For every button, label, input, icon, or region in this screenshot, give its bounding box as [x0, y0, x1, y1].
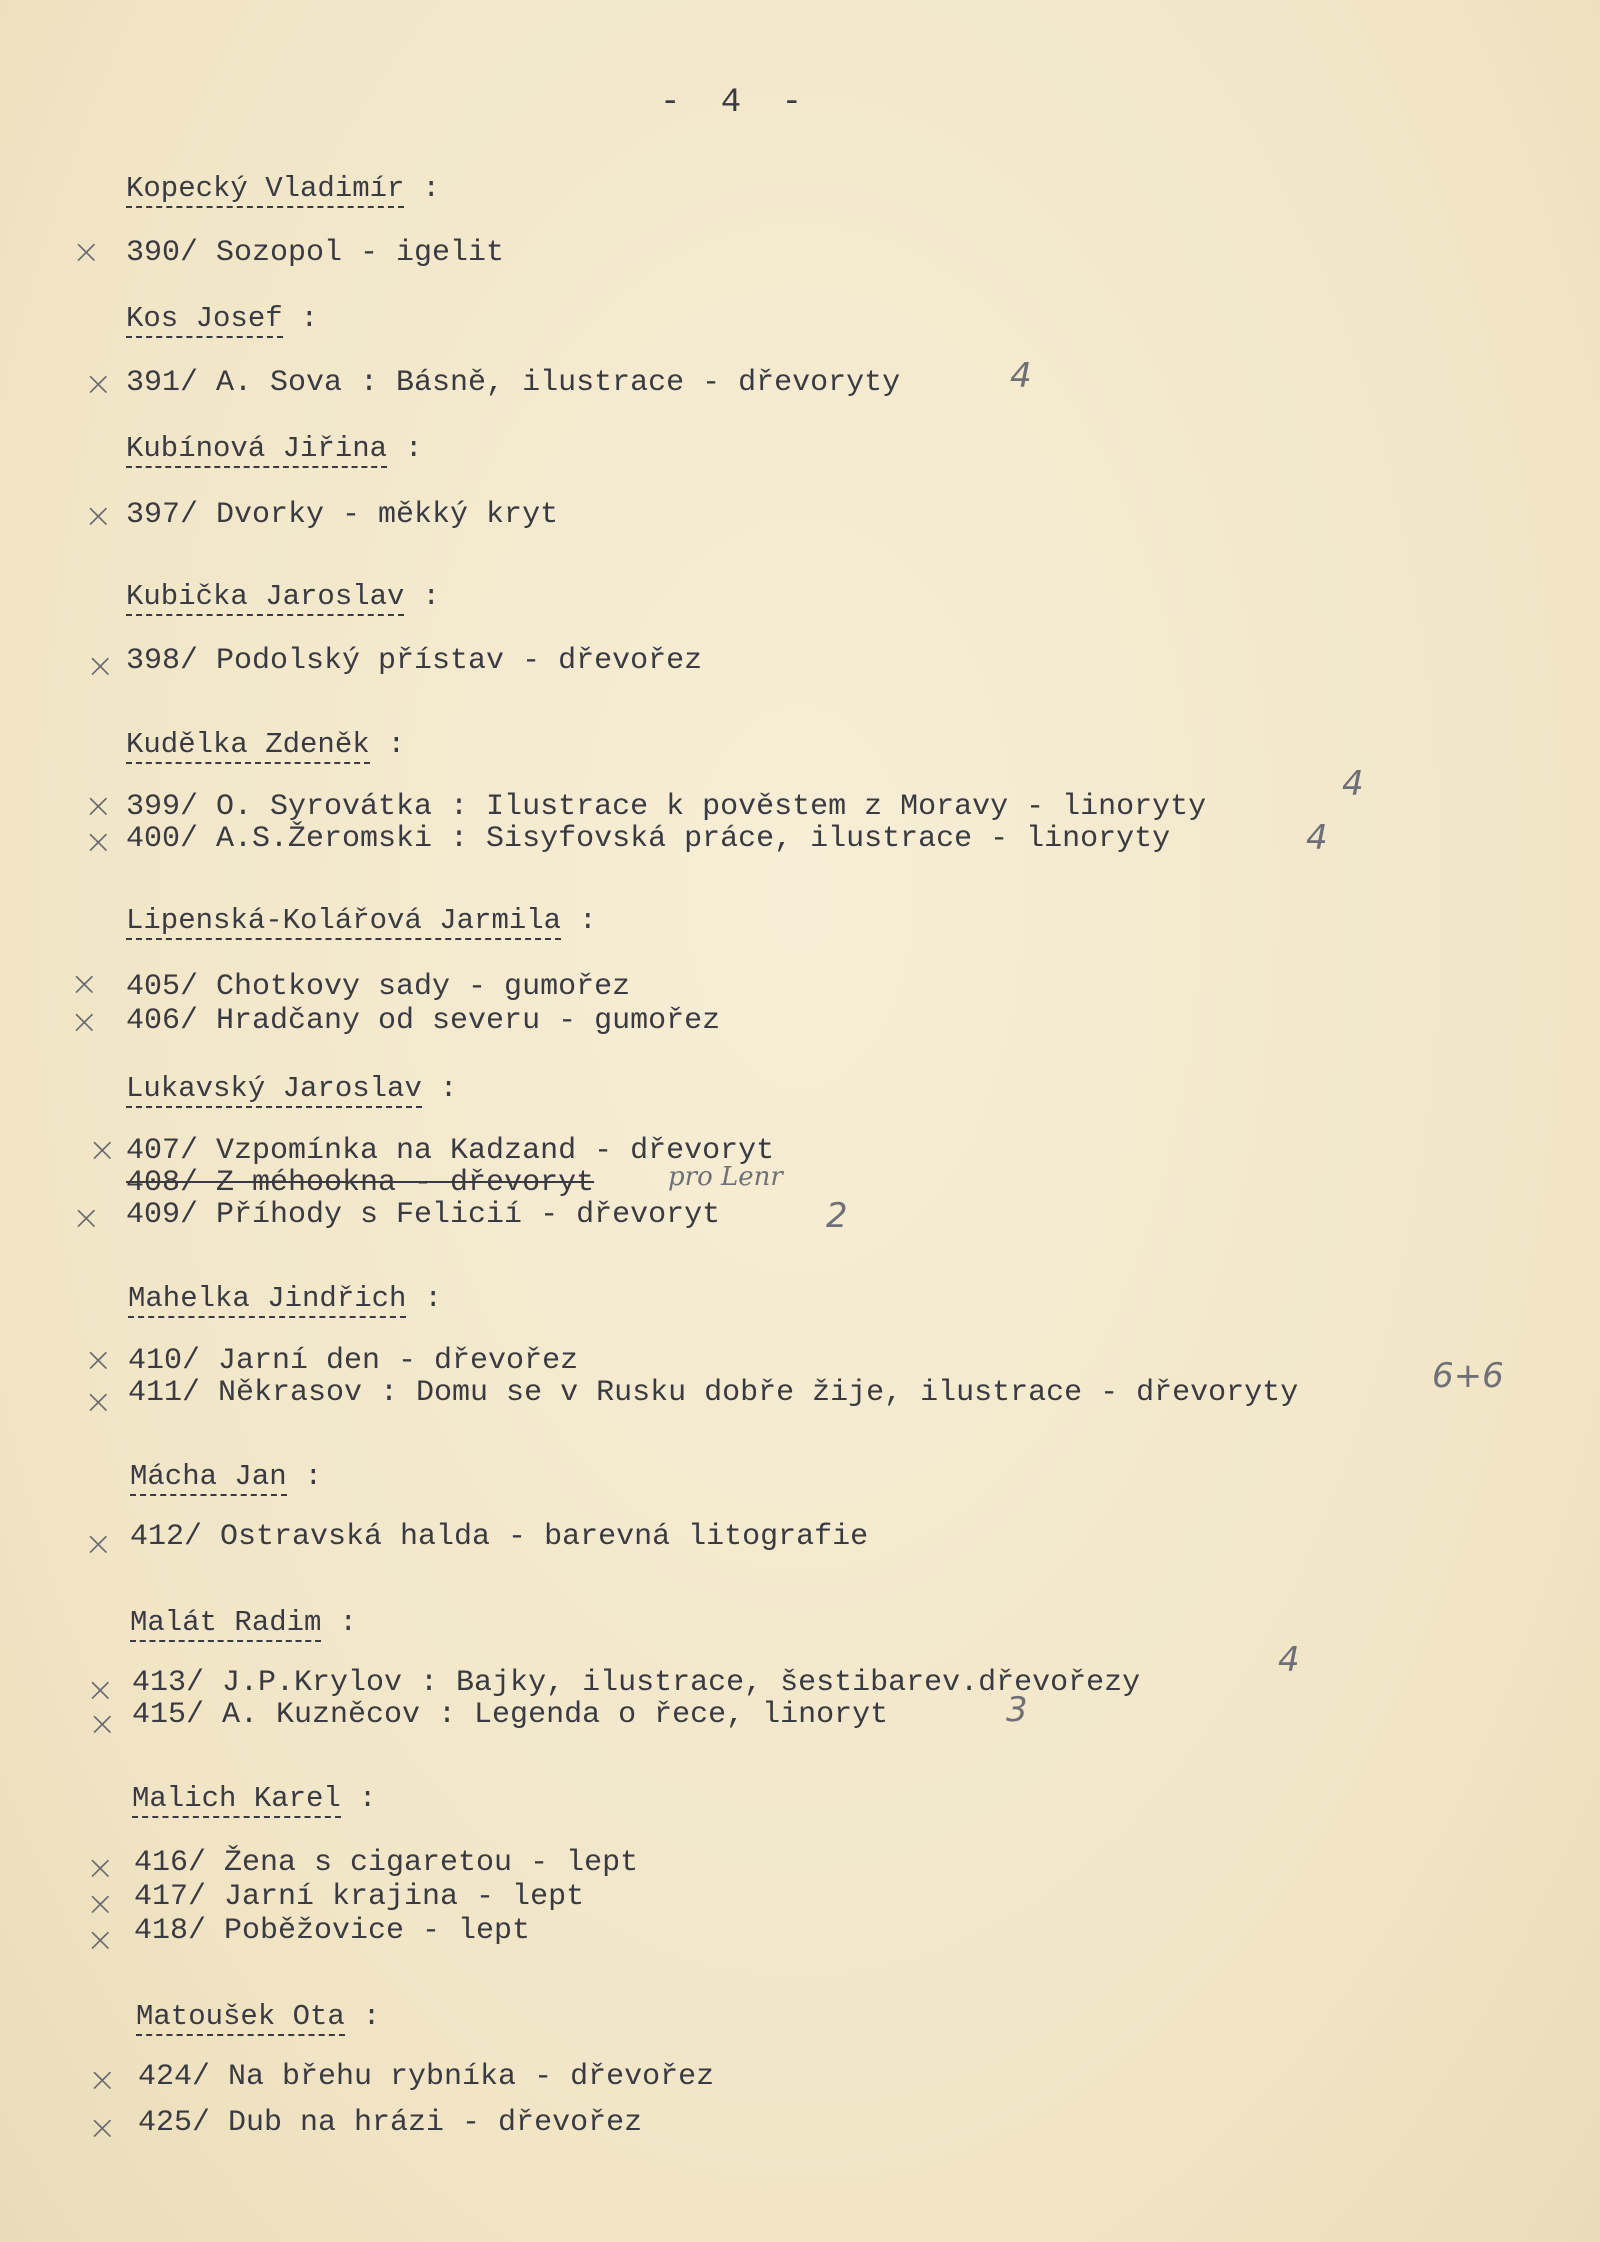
check-mark: × — [86, 646, 115, 686]
handwritten-count: 3 — [1006, 1690, 1028, 1730]
check-mark: × — [84, 1340, 113, 1380]
catalog-entry: 391/ A. Sova : Básně, ilustrace - dřevoryty — [126, 366, 901, 400]
check-mark: × — [88, 2060, 117, 2100]
catalog-entry: 400/ A.S.Žeromski : Sisyfovská práce, ilustrace - linoryty — [126, 822, 1171, 856]
catalog-entry: 406/ Hradčany od severu - gumořez — [126, 1004, 721, 1038]
catalog-entry: 397/ Dvorky - měkký kryt — [126, 498, 559, 532]
handwritten-note: pro Lenr — [668, 1162, 783, 1192]
check-mark: × — [88, 2108, 117, 2148]
check-mark: × — [84, 496, 113, 536]
catalog-entry: 415/ A. Kuzněcov : Legenda o řece, linoryt — [132, 1698, 889, 1732]
check-mark: × — [84, 1382, 113, 1422]
handwritten-count: 4 — [1306, 818, 1328, 858]
artist-heading: Mahelka Jindřich : — [128, 1282, 442, 1315]
check-mark: × — [72, 1198, 101, 1238]
artist-heading: Lipenská-Kolářová Jarmila : — [126, 904, 596, 937]
check-mark: × — [70, 1002, 99, 1042]
check-mark: × — [86, 1920, 115, 1960]
check-mark: × — [84, 786, 113, 826]
check-mark: × — [86, 1848, 115, 1888]
catalog-entry: 398/ Podolský přístav - dřevořez — [126, 644, 703, 678]
check-mark: × — [84, 1524, 113, 1564]
handwritten-count: 6+6 — [1432, 1356, 1504, 1396]
catalog-entry: 416/ Žena s cigaretou - lept — [134, 1846, 639, 1880]
catalog-entry: 413/ J.P.Krylov : Bajky, ilustrace, šestibarev.dřevořezy — [132, 1666, 1141, 1700]
artist-heading: Kubínová Jiřina : — [126, 432, 422, 465]
catalog-entry: 407/ Vzpomínka na Kadzand - dřevoryt — [126, 1134, 775, 1168]
catalog-entry: 409/ Příhody s Felicií - dřevoryt — [126, 1198, 721, 1232]
artist-heading: Malich Karel : — [132, 1782, 376, 1815]
catalog-entry: 424/ Na břehu rybníka - dřevořez — [138, 2060, 715, 2094]
catalog-entry: 411/ Někrasov : Domu se v Rusku dobře žije, ilustrace - dřevoryty — [128, 1376, 1299, 1410]
artist-heading: Malát Radim : — [130, 1606, 357, 1639]
check-mark: × — [84, 822, 113, 862]
handwritten-count: 2 — [826, 1196, 848, 1236]
artist-heading: Kudělka Zdeněk : — [126, 728, 405, 761]
check-mark: × — [88, 1704, 117, 1744]
artist-heading: Lukavský Jaroslav : — [126, 1072, 457, 1105]
handwritten-count: 4 — [1010, 356, 1032, 396]
handwritten-count: 4 — [1342, 764, 1364, 804]
artist-heading: Kopecký Vladimír : — [126, 172, 440, 205]
artist-heading: Kubička Jaroslav : — [126, 580, 440, 613]
catalog-entry-struck: 408/ Z méhookna - dřevoryt — [126, 1166, 595, 1200]
page-number: - 4 - — [660, 84, 813, 122]
catalog-entry: 390/ Sozopol - igelit — [126, 236, 505, 270]
catalog-entry: 412/ Ostravská halda - barevná litografie — [130, 1520, 869, 1554]
catalog-entry: 410/ Jarní den - dřevořez — [128, 1344, 579, 1378]
catalog-entry: 399/ O. Syrovátka : Ilustrace k pověstem z Moravy - linoryty — [126, 790, 1207, 824]
check-mark: × — [72, 232, 101, 272]
catalog-entry: 418/ Poběžovice - lept — [134, 1914, 531, 1948]
catalog-entry: 417/ Jarní krajina - lept — [134, 1880, 585, 1914]
check-mark: × — [84, 364, 113, 404]
catalog-entry: 405/ Chotkovy sady - gumořez — [126, 970, 631, 1004]
check-mark: × — [88, 1130, 117, 1170]
catalog-entry: 425/ Dub na hrázi - dřevořez — [138, 2106, 643, 2140]
artist-heading: Mácha Jan : — [130, 1460, 322, 1493]
handwritten-count: 4 — [1278, 1640, 1300, 1680]
check-mark: × — [86, 1670, 115, 1710]
artist-heading: Kos Josef : — [126, 302, 318, 335]
artist-heading: Matoušek Ota : — [136, 2000, 380, 2033]
check-mark: × — [86, 1884, 115, 1924]
check-mark: × — [70, 964, 99, 1004]
